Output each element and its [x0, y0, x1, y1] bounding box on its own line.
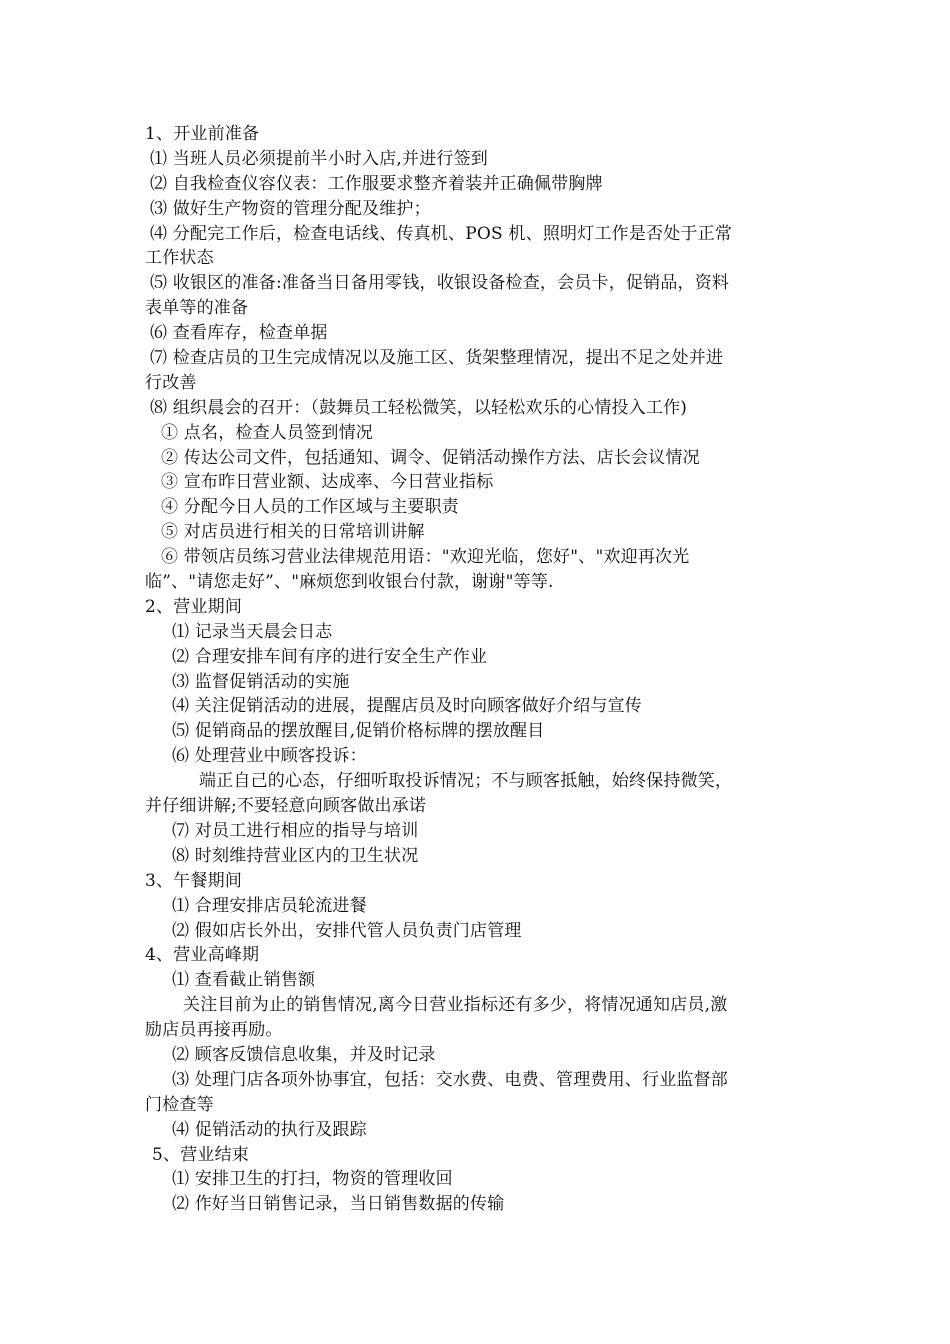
text-line: ⑷ 关注促销活动的进展，提醒店员及时向顾客做好介绍与宣传 [172, 696, 643, 717]
text-line: ⑵ 顾客反馈信息收集，并及时记录 [172, 1044, 436, 1065]
text-line: ⑴ 安排卫生的打扫，物资的管理收回 [172, 1169, 453, 1190]
text-line: ⑶ 处理门店各项外协事宜，包括：交水费、电费、管理费用、行业监督部 [172, 1069, 729, 1090]
text-line: ⑶ 监督促销活动的实施 [172, 671, 350, 692]
text-line: ① 点名，检查人员签到情况 [161, 422, 374, 443]
text-line: ⑶ 做好生产物资的管理分配及维护； [150, 198, 431, 219]
text-line: 门检查等 [145, 1094, 214, 1115]
text-line: 关注目前为止的销售情况,离今日营业指标还有多少，将情况通知店员,激 [183, 995, 728, 1016]
text-line: ⑹ 处理营业中顾客投诉： [172, 746, 367, 767]
text-line: ⑴ 合理安排店员轮流进餐 [172, 895, 367, 916]
text-line: 临”、"请您走好”、"麻烦您到收银台付款，谢谢"等等. [145, 572, 554, 593]
text-line: ⑸ 促销商品的摆放醒目,促销价格标牌的摆放醒目 [172, 721, 545, 742]
text-line: ⑵ 作好当日销售记录，当日销售数据的传输 [172, 1194, 505, 1215]
text-line: ③ 宣布昨日营业额、达成率、今日营业指标 [161, 472, 494, 493]
text-line: ⑻ 组织晨会的召开：（鼓舞员工轻松微笑，以轻松欢乐的心情投入工作) [150, 397, 688, 418]
text-line: ⑵ 合理安排车间有序的进行安全生产作业 [172, 646, 488, 667]
text-line: ⑵ 自我检查仪容仪表：工作服要求整齐着装并正确佩带胸牌 [150, 173, 603, 194]
text-line: 5、营业结束 [152, 1144, 250, 1165]
text-line: 4、营业高峰期 [145, 945, 260, 966]
text-line: ⑷ 分配完工作后，检查电话线、传真机、POS 机、照明灯工作是否处于正常 [150, 223, 733, 244]
text-line: 3、午餐期间 [145, 870, 243, 891]
text-line: 1、开业前准备 [145, 124, 260, 144]
text-line: 励店员再接再励。 [145, 1020, 283, 1041]
text-line: 2、营业期间 [145, 596, 243, 617]
text-line: ⑻ 时刻维持营业区内的卫生状况 [172, 845, 419, 866]
text-line: 工作状态 [145, 248, 214, 269]
text-line: ⑴ 查看截止销售额 [172, 970, 316, 991]
text-line: 行改善 [145, 372, 197, 393]
text-line: 端正自己的心态，仔细听取投诉情况；不与顾客抵触，始终保持微笑， [199, 771, 733, 792]
text-line: ⑺ 检查店员的卫生完成情况以及施工区、货架整理情况，提出不足之处并进 [150, 348, 724, 369]
text-line: ⑴ 记录当天晨会日志 [172, 621, 333, 642]
text-line: ④ 分配今日人员的工作区域与主要职责 [161, 497, 460, 518]
text-line: 表单等的准备 [145, 298, 249, 319]
text-line: ② 传达公司文件，包括通知、调令、促销活动操作方法、店长会议情况 [161, 447, 700, 468]
text-line: ⑹ 查看库存，检查单据 [150, 323, 328, 344]
text-line: ⑺ 对员工进行相应的指导与培训 [172, 820, 419, 841]
text-line: ⑵ 假如店长外出，安排代管人员负责门店管理 [172, 920, 522, 941]
text-line: ⑷ 促销活动的执行及跟踪 [172, 1119, 367, 1140]
text-line: ⑴ 当班人员必须提前半小时入店,并进行签到 [150, 148, 489, 169]
text-line: 并仔细讲解;不要轻意向顾客做出承诺 [145, 796, 427, 817]
document-body [145, 122, 810, 1217]
text-line: ⑥ 带领店员练习营业法律规范用语："欢迎光临，您好"、"欢迎再次光 [161, 547, 690, 568]
text-line: ⑤ 对店员进行相关的日常培训讲解 [161, 522, 425, 543]
text-line: ⑸ 收银区的准备:准备当日备用零钱，收银设备检查，会员卡，促销品，资料 [150, 273, 730, 294]
